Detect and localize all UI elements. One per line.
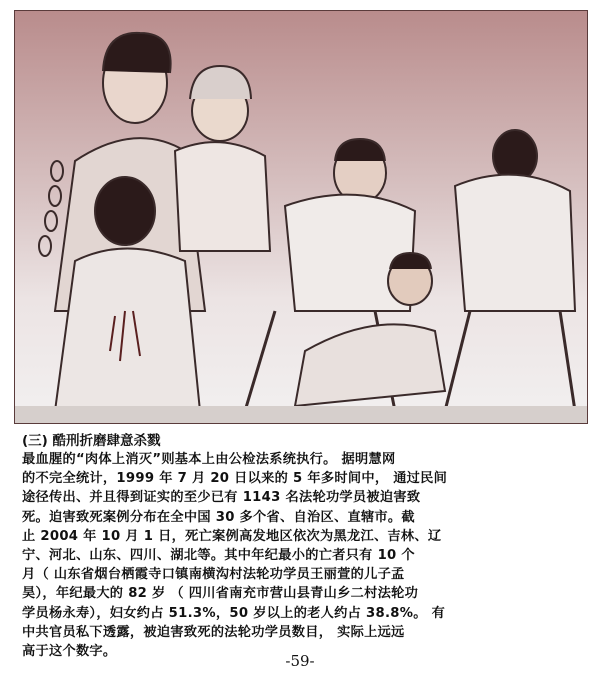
section-heading: (三) 酷刑折磨肆意杀戮 (22, 433, 161, 449)
guard-back-figure (445, 130, 575, 411)
body-line: 中共官员私下透露，被迫害致死的法轮功学员数目， 实际上远远 (22, 624, 405, 640)
article-text (22, 432, 582, 661)
child-figure (175, 66, 270, 251)
illustration (14, 10, 588, 424)
body-line: 学员杨永寿），妇女约占 51.3%，50 岁以上的老人约占 38.8%。 有 (22, 605, 446, 621)
chain-graphic (39, 161, 63, 256)
page-number: -59- (285, 652, 315, 670)
body-line: 高于这个数字。 (22, 644, 117, 660)
body-line: 月（ 山东省烟台栖霞寺口镇南横沟村法轮功学员王丽萱的儿子孟 (22, 567, 405, 583)
body-line: 宁、河北、山东、四川、湖北等。其中年纪最小的亡者只有 10 个 (22, 548, 415, 564)
body-line: 昊），年纪最大的 82 岁 （ 四川省南充市营山县青山乡二村法轮功 (22, 586, 419, 602)
body-line: 止 2004 年 10 月 1 日，死亡案例高发地区依次为黑龙江、吉林、辽 (22, 528, 442, 544)
body-line: 死。迫害致死案例分布在全中国 30 多个省、自治区、直辖市。截 (22, 509, 415, 525)
body-line: 途径传出、并且得到证实的至少已有 1143 名法轮功学员被迫害致 (22, 490, 421, 506)
body-line: 最血腥的“肉体上消灭”则基本上由公检法系统执行。 据明慧网 (22, 452, 396, 467)
body-line: 的不完全统计，1999 年 7 月 20 日以来的 5 年多时间中， 通过民间 (22, 471, 448, 487)
ground (15, 406, 587, 423)
